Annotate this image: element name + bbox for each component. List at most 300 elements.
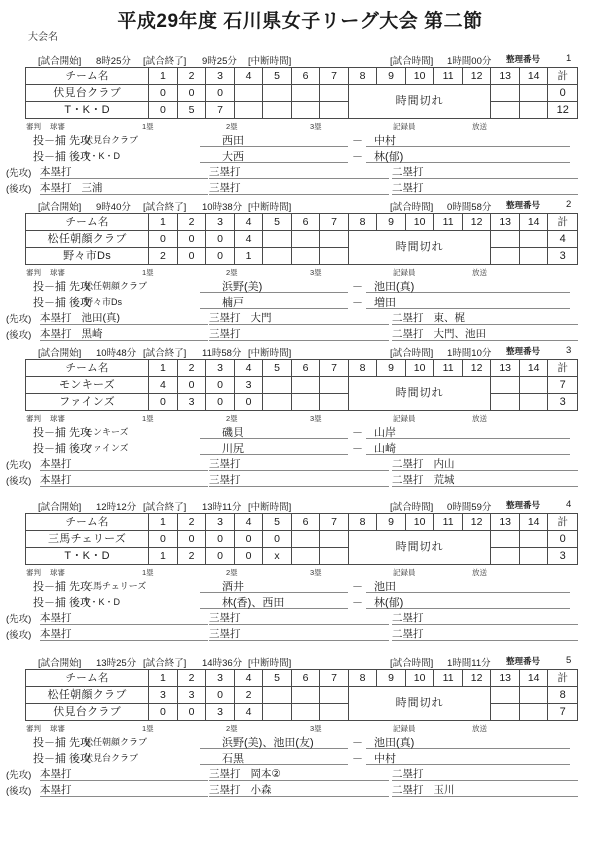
inning-score-14 xyxy=(519,85,548,102)
homerun-field xyxy=(40,310,208,325)
double-label: 二塁打 xyxy=(392,182,424,194)
homerun-label: 本塁打 xyxy=(40,166,72,178)
column-header-inning-13: 13 xyxy=(491,68,520,85)
homerun-label: 本塁打 xyxy=(40,312,72,324)
sheet-number-label: 整理番号 xyxy=(506,346,541,356)
pitcher-name: 酒井 xyxy=(200,578,348,593)
inning-score-7 xyxy=(320,548,349,565)
inning-score-13 xyxy=(491,248,520,265)
duration-value: 0時間59分 xyxy=(447,502,492,513)
triple-label: 三塁打 xyxy=(209,612,241,624)
column-header-inning-3: 3 xyxy=(206,514,235,531)
column-header-inning-14: 14 xyxy=(519,514,548,531)
column-header-inning-6: 6 xyxy=(291,514,320,531)
column-header-inning-14: 14 xyxy=(519,360,548,377)
break-time-label: [中断時間] xyxy=(248,56,292,67)
inning-score-1: 0 xyxy=(149,704,178,721)
team-total-runs: 0 xyxy=(548,531,578,548)
battery-team-name: モンキーズ xyxy=(84,427,129,437)
double-field xyxy=(392,626,578,641)
inning-score-3: 3 xyxy=(206,704,235,721)
inning-score-5 xyxy=(263,377,292,394)
second-base-label: 2塁 xyxy=(226,568,238,577)
duration-value: 0時間58分 xyxy=(447,202,492,213)
pitcher-name: 大西 xyxy=(200,148,348,163)
inning-score-2: 0 xyxy=(177,248,206,265)
plate-umpire-label: 球審 xyxy=(50,268,65,277)
triple-label: 三塁打 xyxy=(209,328,241,340)
battery-separator: － xyxy=(352,427,363,439)
start-time-label: [試合開始] xyxy=(38,202,82,213)
third-base-label: 3塁 xyxy=(310,724,322,733)
battery-separator: － xyxy=(352,753,363,765)
battery-row xyxy=(0,148,600,164)
start-time-label: [試合開始] xyxy=(38,658,82,669)
battery-second-label: 投－捕 後攻 xyxy=(33,297,92,309)
team-total-runs: 8 xyxy=(548,687,578,704)
battery-row xyxy=(0,294,600,310)
inning-score-4: 0 xyxy=(234,548,263,565)
game-meta-row xyxy=(0,499,600,513)
inning-score-4: 1 xyxy=(234,248,263,265)
catcher-name: 山崎 xyxy=(366,440,570,455)
homerun-label: 本塁打 xyxy=(40,628,72,640)
column-header-inning-12: 12 xyxy=(462,670,491,687)
inning-score-1: 0 xyxy=(149,394,178,411)
column-header-inning-3: 3 xyxy=(206,670,235,687)
column-header-total: 計 xyxy=(548,68,578,85)
plate-umpire-label: 球審 xyxy=(50,724,65,733)
inning-score-3: 0 xyxy=(206,248,235,265)
inning-score-14 xyxy=(519,102,548,119)
inning-score-4: 0 xyxy=(234,394,263,411)
scorer-label: 記録員 xyxy=(393,414,416,423)
inning-score-5: 0 xyxy=(263,531,292,548)
duration-value: 1時間10分 xyxy=(447,348,492,359)
inning-score-5 xyxy=(263,248,292,265)
triple-field xyxy=(209,456,389,471)
column-header-inning-9: 9 xyxy=(377,670,406,687)
homerun-field xyxy=(40,766,208,781)
duration-value: 1時間00分 xyxy=(447,56,492,67)
game-block xyxy=(0,345,600,488)
inning-score-2: 0 xyxy=(177,704,206,721)
battery-row xyxy=(0,424,600,440)
officials-row xyxy=(0,721,600,734)
table-row xyxy=(26,548,578,565)
homerun-field xyxy=(40,472,208,487)
officials-row xyxy=(0,411,600,424)
linescore-table xyxy=(25,513,578,565)
table-row xyxy=(26,704,578,721)
battery-team-name: 三馬チェリーズ xyxy=(84,581,147,591)
break-time-label: [中断時間] xyxy=(248,202,292,213)
double-label: 二塁打 xyxy=(392,628,424,640)
column-header-inning-8: 8 xyxy=(348,68,377,85)
team-name: 松任朝顔クラブ xyxy=(26,231,149,248)
team-name: T・K・D xyxy=(26,102,149,119)
column-header-inning-10: 10 xyxy=(405,514,434,531)
triple-names: 小森 xyxy=(250,784,272,796)
inning-score-4: 3 xyxy=(234,377,263,394)
column-header-total: 計 xyxy=(548,360,578,377)
scorer-label: 記録員 xyxy=(393,122,416,131)
umpire-label: 審判 xyxy=(26,414,41,423)
inning-score-13 xyxy=(491,704,520,721)
first-base-label: 1塁 xyxy=(142,568,154,577)
double-field xyxy=(392,164,578,179)
scorer-label: 記録員 xyxy=(393,568,416,577)
third-base-label: 3塁 xyxy=(310,268,322,277)
broadcast-label: 放送 xyxy=(472,268,487,277)
triple-label: 三塁打 xyxy=(209,166,241,178)
team-total-runs: 3 xyxy=(548,394,578,411)
triple-label: 三塁打 xyxy=(209,312,241,324)
column-header-inning-11: 11 xyxy=(434,360,463,377)
end-time-value: 11時58分 xyxy=(202,348,242,359)
game-meta-row xyxy=(0,53,600,67)
column-header-inning-6: 6 xyxy=(291,214,320,231)
battery-team-name: T・K・D xyxy=(84,597,121,607)
table-row xyxy=(26,231,578,248)
inning-score-4: 0 xyxy=(234,531,263,548)
battery-row xyxy=(0,734,600,750)
double-field xyxy=(392,610,578,625)
duration-label: [試合時間] xyxy=(390,202,434,213)
battery-second-label: 投－捕 後攻 xyxy=(33,597,92,609)
column-header-inning-4: 4 xyxy=(234,360,263,377)
sheet-number-value: 4 xyxy=(566,499,572,510)
battery-first-label: 投－捕 先攻 xyxy=(33,737,92,749)
scorer-label: 記録員 xyxy=(393,268,416,277)
column-header-inning-6: 6 xyxy=(291,670,320,687)
plate-umpire-label: 球審 xyxy=(50,568,65,577)
triple-names: 大門 xyxy=(250,312,272,324)
team-name: 伏見台クラブ xyxy=(26,704,149,721)
battery-team-name: 伏見台クラブ xyxy=(84,753,139,763)
table-row xyxy=(26,531,578,548)
game-block xyxy=(0,499,600,642)
inning-score-5 xyxy=(263,687,292,704)
inning-score-3: 0 xyxy=(206,687,235,704)
pitcher-name: 楠戸 xyxy=(200,294,348,309)
first-batting-side-label: (先攻) xyxy=(6,460,32,471)
inning-score-4: 2 xyxy=(234,687,263,704)
time-limit-note: 時間切れ xyxy=(348,531,491,565)
linescore-table xyxy=(25,213,578,265)
first-base-label: 1塁 xyxy=(142,414,154,423)
column-header-inning-4: 4 xyxy=(234,214,263,231)
first-batting-side-label: (先攻) xyxy=(6,168,32,179)
inning-score-5 xyxy=(263,102,292,119)
second-batting-side-label: (後攻) xyxy=(6,184,32,195)
column-header-inning-7: 7 xyxy=(320,514,349,531)
triple-label: 三塁打 xyxy=(209,768,241,780)
inning-score-14 xyxy=(519,687,548,704)
first-batting-side-label: (先攻) xyxy=(6,314,32,325)
extra-base-hits-row xyxy=(0,472,600,488)
inning-score-7 xyxy=(320,377,349,394)
catcher-name: 増田 xyxy=(366,294,570,309)
start-time-value: 13時25分 xyxy=(96,658,137,669)
double-field xyxy=(392,326,578,341)
triple-field xyxy=(209,766,389,781)
triple-field xyxy=(209,610,389,625)
battery-first-label: 投－捕 先攻 xyxy=(33,281,92,293)
triple-field xyxy=(209,310,389,325)
homerun-names: 黒崎 xyxy=(81,328,103,340)
inning-score-14 xyxy=(519,394,548,411)
battery-separator: － xyxy=(352,297,363,309)
catcher-name: 中村 xyxy=(366,750,570,765)
first-batting-side-label: (先攻) xyxy=(6,614,32,625)
column-header-inning-9: 9 xyxy=(377,360,406,377)
double-names: 大門、池田 xyxy=(433,328,486,340)
column-header-total: 計 xyxy=(548,214,578,231)
inning-score-6 xyxy=(291,377,320,394)
column-header-inning-14: 14 xyxy=(519,68,548,85)
break-time-label: [中断時間] xyxy=(248,348,292,359)
battery-row xyxy=(0,594,600,610)
inning-score-1: 2 xyxy=(149,248,178,265)
game-block xyxy=(0,53,600,196)
homerun-field xyxy=(40,626,208,641)
table-row xyxy=(26,394,578,411)
end-time-value: 14時36分 xyxy=(202,658,243,669)
inning-score-6 xyxy=(291,531,320,548)
inning-score-1: 0 xyxy=(149,531,178,548)
inning-score-2: 0 xyxy=(177,231,206,248)
team-name: 三馬チェリーズ xyxy=(26,531,149,548)
sheet-number-label: 整理番号 xyxy=(506,500,541,510)
column-header-inning-13: 13 xyxy=(491,514,520,531)
battery-separator: － xyxy=(352,281,363,293)
homerun-label: 本塁打 xyxy=(40,328,72,340)
column-header-total: 計 xyxy=(548,670,578,687)
column-header-inning-9: 9 xyxy=(377,68,406,85)
page-title: 平成29年度 石川県女子リーグ大会 第二節 xyxy=(117,11,483,32)
game-meta-row xyxy=(0,199,600,213)
inning-score-7 xyxy=(320,531,349,548)
umpire-label: 審判 xyxy=(26,122,41,131)
inning-score-1: 0 xyxy=(149,102,178,119)
column-header-inning-8: 8 xyxy=(348,360,377,377)
catcher-name: 池田(真) xyxy=(366,278,570,293)
column-header-inning-3: 3 xyxy=(206,214,235,231)
double-field xyxy=(392,180,578,195)
homerun-names: 池田(真) xyxy=(81,312,120,324)
start-time-value: 12時12分 xyxy=(96,502,137,513)
triple-field xyxy=(209,782,389,797)
officials-row xyxy=(0,565,600,578)
column-header-inning-12: 12 xyxy=(462,514,491,531)
third-base-label: 3塁 xyxy=(310,122,322,131)
column-header-inning-14: 14 xyxy=(519,670,548,687)
inning-score-7 xyxy=(320,248,349,265)
linescore-table xyxy=(25,669,578,721)
officials-row xyxy=(0,119,600,132)
inning-score-5 xyxy=(263,85,292,102)
umpire-label: 審判 xyxy=(26,268,41,277)
team-name: ファインズ xyxy=(26,394,149,411)
pitcher-name: 浜野(美)、池田(友) xyxy=(200,734,348,749)
inning-score-13 xyxy=(491,102,520,119)
column-header-inning-2: 2 xyxy=(177,214,206,231)
pitcher-name: 林(香)、西田 xyxy=(200,594,348,609)
double-label: 二塁打 xyxy=(392,328,424,340)
battery-team-name: 松任朝顔クラブ xyxy=(84,737,148,747)
column-header-inning-6: 6 xyxy=(291,360,320,377)
inning-score-6 xyxy=(291,248,320,265)
catcher-name: 山岸 xyxy=(366,424,570,439)
battery-separator: － xyxy=(352,737,363,749)
inning-score-5 xyxy=(263,231,292,248)
column-header-inning-13: 13 xyxy=(491,670,520,687)
column-header-inning-14: 14 xyxy=(519,214,548,231)
homerun-names: 三浦 xyxy=(81,182,103,194)
start-time-label: [試合開始] xyxy=(38,56,82,67)
second-base-label: 2塁 xyxy=(226,724,238,733)
sheet-number-value: 2 xyxy=(566,199,572,210)
scorer-label: 記録員 xyxy=(393,724,416,733)
triple-field xyxy=(209,180,389,195)
extra-base-hits-row xyxy=(0,782,600,798)
broadcast-label: 放送 xyxy=(472,568,487,577)
linescore-header-row xyxy=(26,360,578,377)
team-name: 伏見台クラブ xyxy=(26,85,149,102)
column-header-inning-10: 10 xyxy=(405,68,434,85)
inning-score-5: x xyxy=(263,548,292,565)
double-names: 荒城 xyxy=(433,474,455,486)
broadcast-label: 放送 xyxy=(472,414,487,423)
second-base-label: 2塁 xyxy=(226,268,238,277)
inning-score-2: 3 xyxy=(177,687,206,704)
end-time-value: 10時38分 xyxy=(202,202,243,213)
battery-first-label: 投－捕 先攻 xyxy=(33,427,92,439)
battery-row xyxy=(0,440,600,456)
inning-score-3: 0 xyxy=(206,85,235,102)
start-time-label: [試合開始] xyxy=(38,502,82,513)
column-header-inning-6: 6 xyxy=(291,68,320,85)
team-total-runs: 7 xyxy=(548,377,578,394)
inning-score-7 xyxy=(320,394,349,411)
plate-umpire-label: 球審 xyxy=(50,414,65,423)
homerun-field xyxy=(40,782,208,797)
battery-separator: － xyxy=(352,581,363,593)
homerun-label: 本塁打 xyxy=(40,458,72,470)
duration-label: [試合時間] xyxy=(390,502,434,513)
column-header-inning-2: 2 xyxy=(177,360,206,377)
column-header-inning-1: 1 xyxy=(149,514,178,531)
double-names: 東、梶 xyxy=(433,312,465,324)
inning-score-3: 0 xyxy=(206,377,235,394)
column-header-inning-2: 2 xyxy=(177,670,206,687)
column-header-inning-8: 8 xyxy=(348,514,377,531)
inning-score-4: 4 xyxy=(234,231,263,248)
column-header-inning-8: 8 xyxy=(348,670,377,687)
homerun-field xyxy=(40,326,208,341)
end-time-label: [試合終了] xyxy=(143,56,187,67)
table-row xyxy=(26,377,578,394)
extra-base-hits-row xyxy=(0,164,600,180)
homerun-field xyxy=(40,180,208,195)
homerun-field xyxy=(40,456,208,471)
double-field xyxy=(392,310,578,325)
triple-field xyxy=(209,472,389,487)
battery-row xyxy=(0,578,600,594)
column-header-team-name: チーム名 xyxy=(26,68,149,85)
inning-score-13 xyxy=(491,394,520,411)
inning-score-6 xyxy=(291,687,320,704)
team-total-runs: 12 xyxy=(548,102,578,119)
inning-score-13 xyxy=(491,231,520,248)
sheet-number-value: 5 xyxy=(566,655,572,666)
sheet-number-label: 整理番号 xyxy=(506,200,541,210)
column-header-inning-7: 7 xyxy=(320,214,349,231)
column-header-inning-13: 13 xyxy=(491,214,520,231)
game-block xyxy=(0,655,600,798)
break-time-label: [中断時間] xyxy=(248,502,292,513)
inning-score-7 xyxy=(320,687,349,704)
catcher-name: 林(郁) xyxy=(366,148,570,163)
column-header-inning-9: 9 xyxy=(377,514,406,531)
triple-label: 三塁打 xyxy=(209,474,241,486)
linescore-header-row xyxy=(26,214,578,231)
time-limit-note: 時間切れ xyxy=(348,231,491,265)
column-header-inning-7: 7 xyxy=(320,68,349,85)
end-time-value: 13時11分 xyxy=(202,502,242,513)
column-header-inning-1: 1 xyxy=(149,214,178,231)
battery-separator: － xyxy=(352,443,363,455)
homerun-field xyxy=(40,610,208,625)
column-header-inning-11: 11 xyxy=(434,68,463,85)
extra-base-hits-row xyxy=(0,610,600,626)
double-field xyxy=(392,456,578,471)
double-field xyxy=(392,766,578,781)
inning-score-1: 3 xyxy=(149,687,178,704)
inning-score-2: 0 xyxy=(177,377,206,394)
inning-score-14 xyxy=(519,531,548,548)
game-meta-row xyxy=(0,655,600,669)
extra-base-hits-row xyxy=(0,456,600,472)
column-header-inning-11: 11 xyxy=(434,670,463,687)
break-time-label: [中断時間] xyxy=(248,658,292,669)
inning-score-14 xyxy=(519,248,548,265)
game-meta-row xyxy=(0,345,600,359)
battery-second-label: 投－捕 後攻 xyxy=(33,753,92,765)
column-header-inning-13: 13 xyxy=(491,360,520,377)
table-row xyxy=(26,248,578,265)
column-header-team-name: チーム名 xyxy=(26,360,149,377)
column-header-inning-2: 2 xyxy=(177,68,206,85)
inning-score-7 xyxy=(320,102,349,119)
end-time-value: 9時25分 xyxy=(202,56,237,67)
inning-score-5 xyxy=(263,394,292,411)
pitcher-name: 石黒 xyxy=(200,750,348,765)
column-header-inning-4: 4 xyxy=(234,514,263,531)
battery-team-name: T・K・D xyxy=(84,151,121,161)
inning-score-14 xyxy=(519,704,548,721)
catcher-name: 林(郁) xyxy=(366,594,570,609)
duration-value: 1時間11分 xyxy=(447,658,491,669)
inning-score-7 xyxy=(320,231,349,248)
inning-score-6 xyxy=(291,231,320,248)
broadcast-label: 放送 xyxy=(472,122,487,131)
second-base-label: 2塁 xyxy=(226,414,238,423)
double-field xyxy=(392,472,578,487)
team-name: 野々市Ds xyxy=(26,248,149,265)
homerun-label: 本塁打 xyxy=(40,768,72,780)
